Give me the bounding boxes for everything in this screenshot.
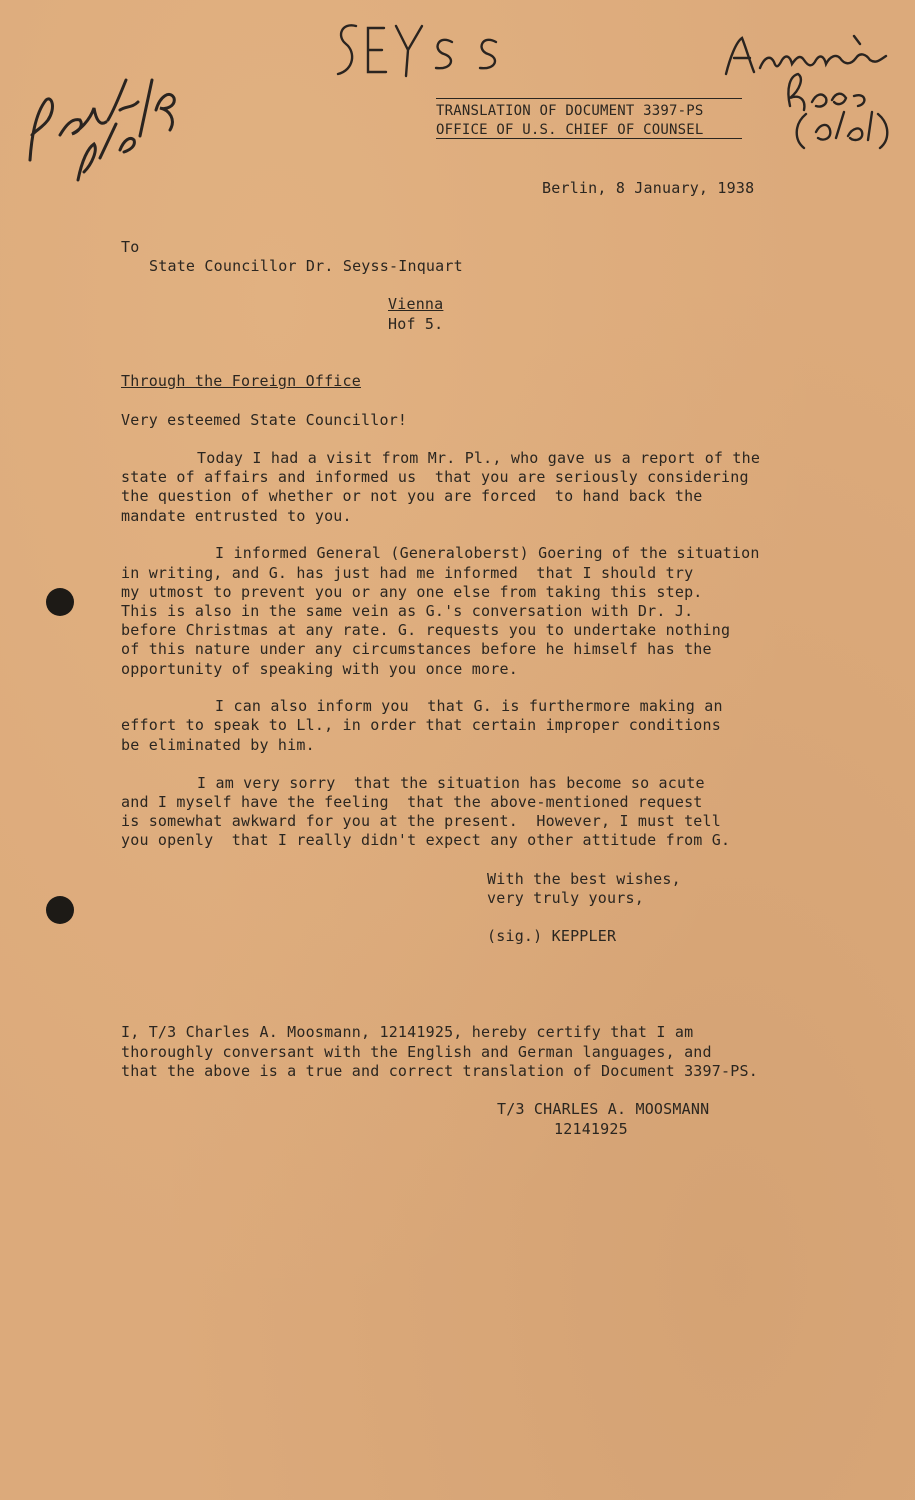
certifier-name: T/3 CHARLES A. MOOSMANN — [497, 1100, 710, 1118]
handwritten-top-center — [328, 14, 528, 84]
punch-hole-top — [46, 588, 74, 616]
paragraph-2-line-5: before Christmas at any rate. G. requests you to undertake nothing — [121, 621, 731, 639]
paragraph-3-line-2: effort to speak to Ll., in order that certain improper conditions — [121, 716, 721, 734]
signature: (sig.) KEPPLER — [487, 927, 617, 945]
routing-line: Through the Foreign Office — [121, 372, 361, 390]
certification-line-3: that the above is a true and correct translation of Document 3397-PS. — [121, 1062, 758, 1080]
paragraph-1-line-1: Today I had a visit from Mr. Pl., who gave us a report of the — [197, 449, 761, 467]
handwritten-top-right — [720, 28, 900, 158]
paragraph-4-line-4: you openly that I really didn't expect any other attitude from G. — [121, 831, 731, 849]
paragraph-3-line-3: be eliminated by him. — [121, 736, 315, 754]
paragraph-2-line-2: in writing, and G. has just had me informed that I should try — [121, 564, 694, 582]
header-rule-bottom — [436, 138, 742, 139]
paragraph-1-line-3: the question of whether or not you are forced to hand back the — [121, 487, 703, 505]
translation-header — [436, 102, 704, 140]
paragraph-2-line-7: opportunity of speaking with you once more. — [121, 660, 518, 678]
certification-line-1: I, T/3 Charles A. Moosmann, 12141925, hereby certify that I am — [121, 1023, 694, 1041]
paragraph-2-line-4: This is also in the same vein as G.'s conversation with Dr. J. — [121, 602, 694, 620]
address-to: To — [121, 238, 140, 256]
handwritten-top-left — [20, 40, 220, 240]
punch-hole-bottom — [46, 896, 74, 924]
paragraph-1-line-2: state of affairs and informed us that you are seriously considering — [121, 468, 749, 486]
header-rule-top — [436, 98, 742, 99]
paragraph-2-line-3: my utmost to prevent you or any one else from taking this step. — [121, 583, 703, 601]
address-city: Vienna — [388, 295, 444, 313]
paragraph-4-line-1: I am very sorry that the situation has become so acute — [197, 774, 705, 792]
paragraph-2-line-6: of this nature under any circumstances before he himself has the — [121, 640, 712, 658]
certifier-serial: 12141925 — [554, 1120, 628, 1138]
address-recipient: State Councillor Dr. Seyss-Inquart — [149, 257, 463, 275]
paragraph-1-line-4: mandate entrusted to you. — [121, 507, 352, 525]
paragraph-3-line-1: I can also inform you that G. is furthermore making an — [215, 697, 723, 715]
paragraph-4-line-3: is somewhat awkward for you at the present. However, I must tell — [121, 812, 721, 830]
certification-line-2: thoroughly conversant with the English and German languages, and — [121, 1043, 712, 1061]
address-street: Hof 5. — [388, 315, 444, 333]
header-line-2: OFFICE OF U.S. CHIEF OF COUNSEL — [436, 122, 704, 138]
paragraph-4-line-2: and I myself have the feeling that the above-mentioned request — [121, 793, 703, 811]
closing-line-2: very truly yours, — [487, 889, 644, 907]
salutation: Very esteemed State Councillor! — [121, 411, 408, 429]
date-line: Berlin, 8 January, 1938 — [542, 179, 755, 197]
closing-line-1: With the best wishes, — [487, 870, 681, 888]
paragraph-2-line-1: I informed General (Generaloberst) Goering of the situation — [215, 544, 760, 562]
header-line-1: TRANSLATION OF DOCUMENT 3397-PS — [436, 103, 704, 119]
